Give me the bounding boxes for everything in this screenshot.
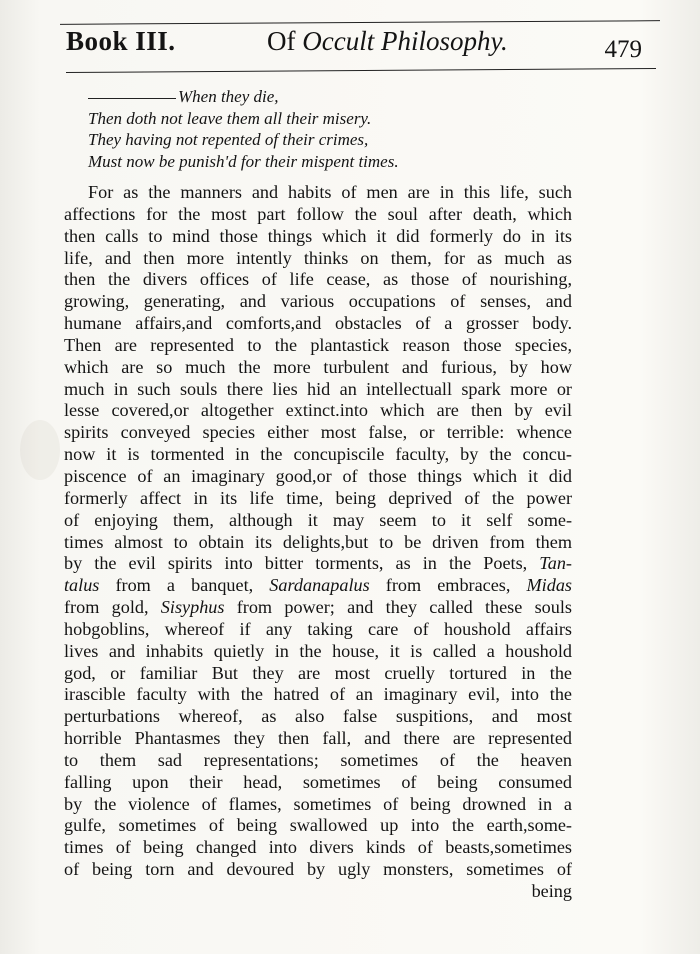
verse-line: They having not repented of their crimes, [88, 130, 369, 150]
running-title [267, 26, 508, 57]
text-line: perturbations whereof, as also false suspitions, and most [64, 706, 572, 727]
text-line: piscence of an imaginary good,or of those things which it did [64, 465, 572, 486]
text-line: by the violence of flames, sometimes of being drowned in a [64, 793, 572, 814]
book-label: Book III. [66, 26, 176, 56]
text-line: For as the manners and habits of men are in this life, such [88, 182, 572, 202]
text-line: times of being changed into divers kinds of beasts,sometimes [64, 837, 572, 858]
text-line: then the divers offices of life cease, as those of nourishing, [64, 269, 572, 290]
text-line: lesse covered,or altogether extinct.into which are then by evil [64, 400, 572, 421]
running-title-italic: Occult Philosophy. [302, 26, 508, 56]
text-line: of being torn and devoured by ugly monsters, sometimes of [64, 859, 572, 880]
text-line: formerly affect in its life time, being deprived of the power [64, 487, 572, 508]
body-paragraph [64, 182, 572, 903]
text-line: life, and then more intently thinks on them, for as much as [64, 247, 572, 268]
page-number: 479 [604, 36, 642, 63]
text-line: from gold, Sisyphus from power; and they called these souls [64, 597, 572, 618]
text-line: horrible Phantasmes they then fall, and there are represented [64, 728, 572, 749]
text-line: falling upon their head, sometimes of being consumed [64, 771, 572, 792]
text-line: talus from a banquet, Sardanapalus from embraces, Midas [64, 575, 572, 596]
verse-line: Then doth not leave them all their misery. [88, 108, 372, 128]
text-line: of enjoying them, although it may seem to it self some- [64, 509, 572, 530]
text-line: then calls to mind those things which it did formerly do in its [64, 225, 572, 246]
text-line: by the evil spirits into bitter torments, as in the Poets, Tan- [64, 553, 572, 574]
verse-line [88, 86, 508, 108]
verse-line-text: When they die, [178, 87, 279, 106]
text-line: affections for the most part follow the soul after death, which [64, 203, 572, 224]
text-line: Then are represented to the plantastick reason those species, [64, 334, 572, 355]
text-line: irascible faculty with the hatred of an imaginary evil, into the [64, 684, 572, 705]
paper-stain [20, 420, 60, 480]
text-line: gulfe, sometimes of being swallowed up into the earth,some- [64, 815, 572, 836]
text-line: growing, generating, and various occupations of senses, and [64, 291, 572, 312]
text-line: to them sad representations; sometimes of the heaven [64, 749, 572, 770]
catchword: being [531, 881, 572, 901]
text-line: times almost to obtain its delights,but to be driven from them [64, 531, 572, 552]
text-line: spirits conveyed species either most false, or terrible: whence [64, 422, 572, 443]
text-line: which are so much the more turbulent and furious, by how [64, 356, 572, 377]
text-line: humane affairs,and comforts,and obstacles of a grosser body. [64, 313, 572, 334]
text-line: hobgoblins, whereof if any taking care of houshold affairs [64, 618, 572, 639]
running-title-of: Of [267, 26, 296, 56]
verse-dash [88, 98, 176, 99]
verse-quote [88, 86, 508, 172]
text-line: now it is tormented in the concupiscile faculty, by the concu- [64, 444, 572, 465]
text-line: god, or familiar But they are most cruelly tortured in the [64, 662, 572, 683]
running-header [62, 24, 662, 70]
text-line: lives and inhabits quietly in the house, it is called a houshold [64, 640, 572, 661]
verse-line: Must now be punish'd for their mispent times. [88, 151, 399, 171]
text-line: much in such souls there lies hid an intellectuall spark more or [64, 378, 572, 399]
